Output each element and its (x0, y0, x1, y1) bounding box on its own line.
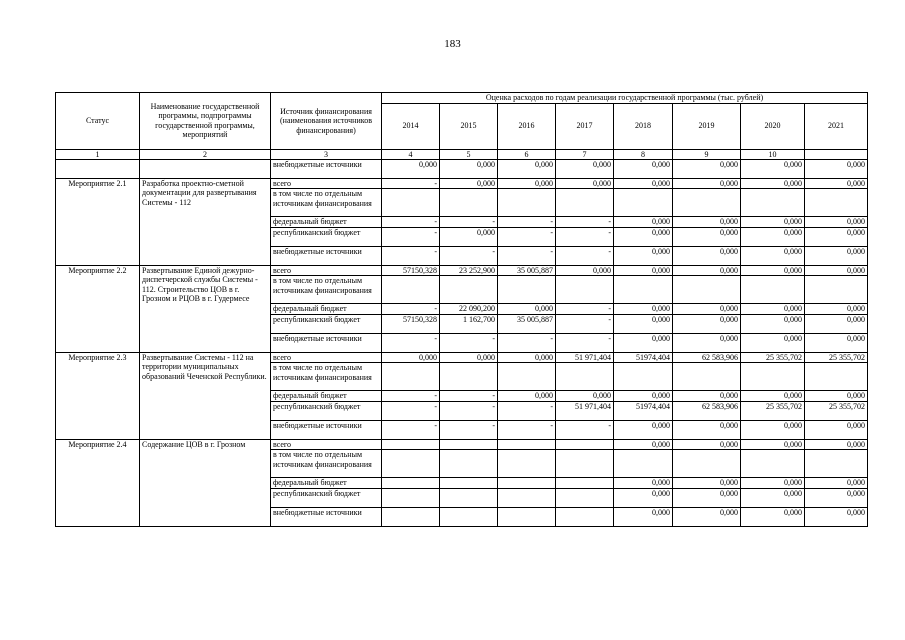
value-cell: 0,000 (805, 478, 868, 489)
value-cell: - (382, 227, 440, 246)
value-cell: - (382, 333, 440, 352)
value-cell: 0,000 (741, 265, 805, 276)
source-cell: республиканский бюджет (271, 401, 382, 420)
value-cell: 0,000 (440, 178, 498, 189)
measure-name: Развертывание Единой дежурно-диспетчерской службы Системы - 112. Строительство ЦОВ в г. Грозном и РЦОВ в г. Гудермесе (140, 265, 271, 352)
header-estimate: Оценка расходов по годам реализации государственной программы (тыс. рублей) (382, 93, 868, 104)
value-cell (805, 363, 868, 391)
value-cell (382, 450, 440, 478)
value-cell (614, 450, 673, 478)
header-year: 2015 (440, 103, 498, 149)
value-cell: 0,000 (673, 439, 741, 450)
value-cell: 35 005,887 (498, 265, 556, 276)
value-cell (498, 478, 556, 489)
value-cell: 0,000 (498, 159, 556, 178)
value-cell (556, 478, 614, 489)
value-cell: 62 583,906 (673, 352, 741, 363)
value-cell: - (440, 420, 498, 439)
value-cell (556, 507, 614, 526)
value-cell: 0,000 (673, 488, 741, 507)
measure-name: Содержание ЦОВ в г. Грозном (140, 439, 271, 526)
value-cell: - (498, 227, 556, 246)
value-cell: 0,000 (614, 246, 673, 265)
column-index: 7 (556, 149, 614, 159)
value-cell: 0,000 (805, 439, 868, 450)
value-cell: 0,000 (805, 265, 868, 276)
column-index: 6 (498, 149, 556, 159)
table-row (56, 178, 868, 189)
value-cell: 25 355,702 (741, 401, 805, 420)
value-cell: - (382, 420, 440, 439)
value-cell (741, 189, 805, 217)
table-row (56, 265, 868, 276)
value-cell: 0,000 (673, 420, 741, 439)
value-cell: 25 355,702 (805, 352, 868, 363)
value-cell (498, 488, 556, 507)
measure-status: Мероприятие 2.4 (56, 439, 140, 526)
source-cell: внебюджетные источники (271, 507, 382, 526)
value-cell (440, 450, 498, 478)
value-cell (382, 507, 440, 526)
value-cell: 0,000 (741, 478, 805, 489)
value-cell: 0,000 (614, 265, 673, 276)
value-cell (382, 189, 440, 217)
value-cell: - (556, 246, 614, 265)
value-cell (498, 450, 556, 478)
value-cell (556, 488, 614, 507)
header-name: Наименование государственной программы, подпрограммы государственной программы, мероприятий (140, 93, 271, 150)
value-cell: 0,000 (673, 265, 741, 276)
header-year: 2021 (805, 103, 868, 149)
value-cell: 0,000 (805, 333, 868, 352)
value-cell: - (556, 420, 614, 439)
value-cell: - (440, 401, 498, 420)
value-cell: 0,000 (805, 159, 868, 178)
value-cell: - (382, 391, 440, 402)
page-number: 183 (444, 38, 461, 50)
value-cell (673, 189, 741, 217)
table-row (56, 439, 868, 450)
value-cell: 25 355,702 (805, 401, 868, 420)
column-index: 5 (440, 149, 498, 159)
value-cell (805, 276, 868, 304)
value-cell: 0,000 (556, 391, 614, 402)
value-cell: 0,000 (673, 507, 741, 526)
value-cell: 35 005,887 (498, 314, 556, 333)
value-cell: 51 971,404 (556, 401, 614, 420)
value-cell: 0,000 (440, 159, 498, 178)
value-cell: 0,000 (440, 352, 498, 363)
source-cell: внебюджетные источники (271, 159, 382, 178)
value-cell (498, 189, 556, 217)
source-cell: республиканский бюджет (271, 227, 382, 246)
table-row (56, 159, 868, 178)
value-cell: 0,000 (614, 217, 673, 228)
value-cell (556, 276, 614, 304)
value-cell: 0,000 (673, 246, 741, 265)
value-cell: 0,000 (805, 304, 868, 315)
value-cell (440, 363, 498, 391)
value-cell: 0,000 (498, 304, 556, 315)
value-cell: 0,000 (673, 314, 741, 333)
measure-status: Мероприятие 2.3 (56, 352, 140, 439)
value-cell: 0,000 (673, 478, 741, 489)
source-cell: всего (271, 352, 382, 363)
source-cell: внебюджетные источники (271, 420, 382, 439)
value-cell: - (440, 217, 498, 228)
value-cell: - (382, 304, 440, 315)
value-cell: 0,000 (741, 488, 805, 507)
value-cell (440, 488, 498, 507)
value-cell: 0,000 (556, 178, 614, 189)
value-cell (498, 439, 556, 450)
source-cell: федеральный бюджет (271, 217, 382, 228)
value-cell: - (556, 333, 614, 352)
measure-status: Мероприятие 2.1 (56, 178, 140, 265)
value-cell: 0,000 (741, 333, 805, 352)
table-row (56, 352, 868, 363)
value-cell (614, 276, 673, 304)
source-cell: всего (271, 178, 382, 189)
value-cell: 0,000 (498, 178, 556, 189)
value-cell: 0,000 (741, 439, 805, 450)
value-cell: 1 162,700 (440, 314, 498, 333)
value-cell (498, 276, 556, 304)
header-year: 2014 (382, 103, 440, 149)
value-cell: 0,000 (805, 507, 868, 526)
value-cell: 0,000 (805, 314, 868, 333)
value-cell: - (440, 391, 498, 402)
value-cell: 0,000 (805, 420, 868, 439)
value-cell (556, 450, 614, 478)
value-cell: 0,000 (556, 159, 614, 178)
value-cell (673, 276, 741, 304)
source-cell: в том числе по отдельным источникам финансирования (271, 450, 382, 478)
value-cell: 0,000 (673, 217, 741, 228)
value-cell: 0,000 (673, 333, 741, 352)
column-index: 3 (271, 149, 382, 159)
value-cell (556, 439, 614, 450)
column-index (805, 149, 868, 159)
status-cell (56, 159, 140, 178)
value-cell: 23 252,900 (440, 265, 498, 276)
value-cell (741, 363, 805, 391)
source-cell: в том числе по отдельным источникам финансирования (271, 363, 382, 391)
source-cell: федеральный бюджет (271, 391, 382, 402)
column-index: 10 (741, 149, 805, 159)
budget-table-body (56, 159, 868, 526)
value-cell: 0,000 (440, 227, 498, 246)
value-cell (498, 363, 556, 391)
value-cell (673, 363, 741, 391)
value-cell (498, 507, 556, 526)
value-cell: 0,000 (741, 314, 805, 333)
value-cell: 51974,404 (614, 352, 673, 363)
column-index: 4 (382, 149, 440, 159)
value-cell: 0,000 (614, 227, 673, 246)
measure-name: Развертывание Системы - 112 на территории муниципальных образований Чеченской Республики. (140, 352, 271, 439)
budget-table (55, 92, 868, 527)
source-cell: федеральный бюджет (271, 304, 382, 315)
header-status: Статус (56, 93, 140, 150)
value-cell: 57150,328 (382, 314, 440, 333)
value-cell: 0,000 (805, 391, 868, 402)
value-cell: - (382, 401, 440, 420)
value-cell (440, 478, 498, 489)
value-cell: 0,000 (741, 227, 805, 246)
value-cell: 0,000 (805, 217, 868, 228)
value-cell: - (498, 420, 556, 439)
value-cell: 51 971,404 (556, 352, 614, 363)
value-cell (440, 439, 498, 450)
source-cell: всего (271, 265, 382, 276)
measure-name: Разработка проектно-сметной документации для развертывания Системы - 112 (140, 178, 271, 265)
value-cell: 0,000 (614, 333, 673, 352)
value-cell: - (498, 401, 556, 420)
value-cell: 0,000 (673, 304, 741, 315)
value-cell: 0,000 (741, 507, 805, 526)
value-cell (440, 276, 498, 304)
value-cell: 0,000 (614, 159, 673, 178)
value-cell: 57150,328 (382, 265, 440, 276)
value-cell (741, 276, 805, 304)
value-cell (805, 189, 868, 217)
measure-status: Мероприятие 2.2 (56, 265, 140, 352)
value-cell: 0,000 (805, 178, 868, 189)
value-cell (382, 363, 440, 391)
value-cell: 0,000 (614, 420, 673, 439)
source-cell: внебюджетные источники (271, 333, 382, 352)
value-cell: 0,000 (805, 227, 868, 246)
column-index-row (56, 149, 868, 159)
value-cell: 25 355,702 (741, 352, 805, 363)
header-year: 2016 (498, 103, 556, 149)
value-cell: 62 583,906 (673, 401, 741, 420)
value-cell (614, 189, 673, 217)
value-cell: - (498, 217, 556, 228)
value-cell: 0,000 (741, 391, 805, 402)
source-cell: федеральный бюджет (271, 478, 382, 489)
value-cell: 0,000 (614, 391, 673, 402)
value-cell: 0,000 (382, 352, 440, 363)
value-cell: - (440, 333, 498, 352)
value-cell: 0,000 (673, 227, 741, 246)
value-cell: 0,000 (741, 178, 805, 189)
source-cell: республиканский бюджет (271, 314, 382, 333)
value-cell (382, 488, 440, 507)
value-cell: 0,000 (498, 391, 556, 402)
value-cell: - (556, 217, 614, 228)
column-index: 1 (56, 149, 140, 159)
header-year: 2020 (741, 103, 805, 149)
column-index: 9 (673, 149, 741, 159)
value-cell: - (556, 304, 614, 315)
value-cell: 51974,404 (614, 401, 673, 420)
value-cell: 0,000 (382, 159, 440, 178)
value-cell (382, 276, 440, 304)
value-cell: - (498, 246, 556, 265)
column-index: 2 (140, 149, 271, 159)
value-cell: 0,000 (673, 159, 741, 178)
value-cell: 0,000 (614, 314, 673, 333)
value-cell (556, 189, 614, 217)
value-cell (673, 450, 741, 478)
column-index: 8 (614, 149, 673, 159)
header-source: Источник финансирования (наименования источников финансирования) (271, 93, 382, 150)
value-cell: 0,000 (741, 304, 805, 315)
source-cell: в том числе по отдельным источникам финансирования (271, 276, 382, 304)
value-cell (440, 189, 498, 217)
value-cell: 0,000 (614, 304, 673, 315)
value-cell: 0,000 (805, 246, 868, 265)
source-cell: всего (271, 439, 382, 450)
header-year: 2017 (556, 103, 614, 149)
value-cell: - (440, 246, 498, 265)
value-cell (382, 478, 440, 489)
value-cell (382, 439, 440, 450)
value-cell: - (556, 314, 614, 333)
source-cell: в том числе по отдельным источникам финансирования (271, 189, 382, 217)
value-cell (805, 450, 868, 478)
value-cell: 0,000 (741, 420, 805, 439)
value-cell: - (498, 333, 556, 352)
value-cell: 0,000 (614, 178, 673, 189)
value-cell: 0,000 (614, 488, 673, 507)
value-cell: 0,000 (741, 246, 805, 265)
value-cell: 22 090,200 (440, 304, 498, 315)
value-cell (614, 363, 673, 391)
value-cell: 0,000 (741, 217, 805, 228)
header-year: 2019 (673, 103, 741, 149)
name-cell (140, 159, 271, 178)
value-cell: 0,000 (614, 507, 673, 526)
value-cell: 0,000 (556, 265, 614, 276)
value-cell: - (382, 246, 440, 265)
value-cell: 0,000 (614, 439, 673, 450)
value-cell: - (556, 227, 614, 246)
source-cell: внебюджетные источники (271, 246, 382, 265)
value-cell: 0,000 (614, 478, 673, 489)
value-cell: 0,000 (741, 159, 805, 178)
value-cell (440, 507, 498, 526)
value-cell: 0,000 (498, 352, 556, 363)
value-cell (556, 363, 614, 391)
value-cell: 0,000 (805, 488, 868, 507)
value-cell: 0,000 (673, 178, 741, 189)
value-cell: - (382, 178, 440, 189)
source-cell: республиканский бюджет (271, 488, 382, 507)
value-cell: - (382, 217, 440, 228)
value-cell (741, 450, 805, 478)
header-year: 2018 (614, 103, 673, 149)
value-cell: 0,000 (673, 391, 741, 402)
